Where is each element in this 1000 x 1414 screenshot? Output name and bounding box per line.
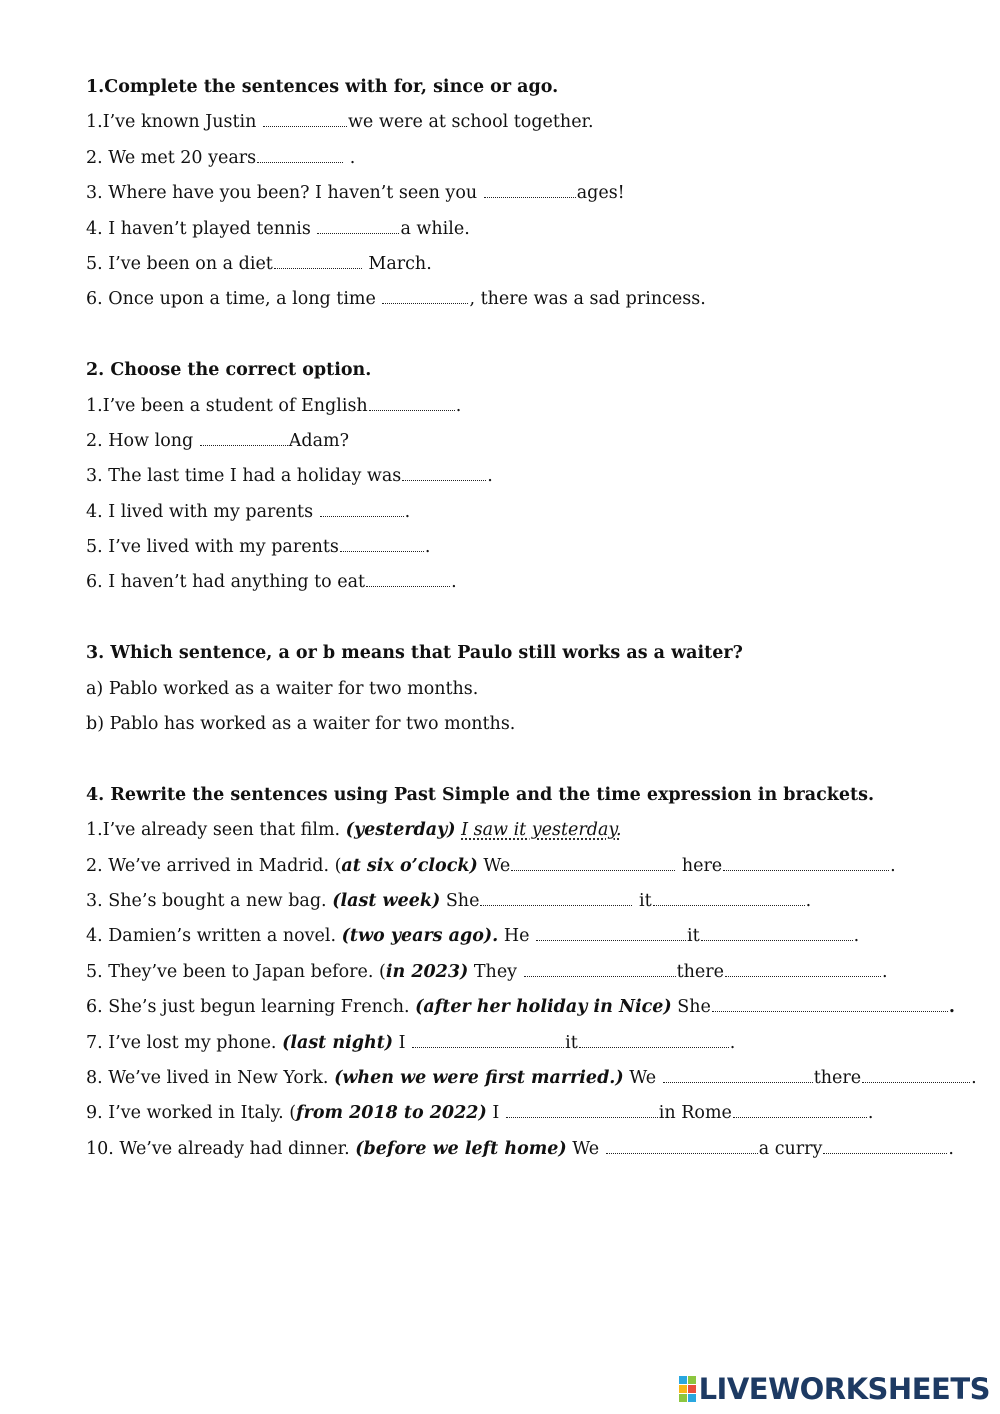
s4-item-8: [86, 1061, 977, 1096]
time-hint: from 2018 to 2022): [296, 1103, 487, 1124]
s4-item-text: it: [633, 890, 652, 911]
time-hint: (two years ago).: [341, 926, 499, 947]
s2-item-1: [86, 389, 966, 424]
s4-item-text: 4. Damien’s written a novel.: [86, 926, 342, 947]
answer-blank[interactable]: [725, 955, 881, 977]
s4-item-text: I: [486, 1103, 505, 1124]
s4-item-text: it: [565, 1032, 578, 1053]
answer-blank[interactable]: [257, 141, 343, 163]
answer-blank[interactable]: [484, 176, 576, 198]
s2-item-text: .: [455, 395, 462, 416]
time-hint: (when we were first married.): [334, 1067, 624, 1088]
s2-item-text: .: [424, 537, 431, 558]
s4-item-text: I: [393, 1032, 412, 1053]
answer-blank[interactable]: [723, 849, 889, 871]
s4-item-5: [86, 955, 966, 990]
s2-item-text: .: [487, 466, 493, 487]
s4-item-6: [86, 990, 966, 1025]
s4-item-3: [86, 884, 966, 919]
answer-blank[interactable]: [274, 247, 362, 269]
answer-blank[interactable]: [733, 1096, 867, 1118]
s4-item-text: .: [729, 1032, 736, 1053]
s4-item-text: 5. They’ve been to Japan before. (: [86, 961, 386, 982]
s4-item-text: 7. I’ve lost my phone.: [86, 1032, 283, 1053]
s1-item-3: [86, 176, 966, 211]
answer-blank[interactable]: [263, 105, 347, 127]
s4-item-text: .: [890, 855, 896, 876]
answer-blank[interactable]: [862, 1061, 970, 1083]
answer-blank[interactable]: [511, 849, 675, 871]
s4-item-text: .: [867, 1103, 874, 1124]
s1-item-text: 6. Once upon a time, a long time: [86, 289, 382, 310]
worksheet: [86, 70, 977, 1167]
s4-item-2: [86, 849, 966, 884]
time-hint: (last night): [282, 1032, 394, 1053]
s3-option-a[interactable]: a) Pablo worked as a waiter for two months.: [86, 678, 479, 699]
s4-item-text: 8. We’ve lived in New York.: [86, 1067, 335, 1088]
liveworksheets-logo: [679, 1372, 990, 1406]
answer-blank[interactable]: [412, 1026, 564, 1048]
s4-item-text: He: [498, 926, 535, 947]
s4-item-9: [86, 1096, 966, 1131]
time-hint: at six o’clock): [341, 855, 478, 876]
answer-blank[interactable]: [823, 1132, 947, 1154]
logo-text: LIVEWORKSHEETS: [698, 1372, 990, 1406]
s4-item-text: We: [623, 1067, 662, 1088]
answer-blank[interactable]: [506, 1096, 658, 1118]
s4-item-text: .: [948, 997, 955, 1018]
s1-item-text: 2. We met 20 years: [86, 147, 257, 168]
s1-item-2: [86, 141, 966, 176]
s2-item-3: [86, 459, 966, 494]
s4-item-10: [86, 1132, 966, 1167]
s4-item-text: there: [813, 1067, 862, 1088]
s1-item-1: [86, 105, 966, 140]
answer-blank[interactable]: [480, 884, 632, 906]
s4-item-text: .: [948, 1138, 954, 1159]
answer-dropdown[interactable]: [320, 495, 404, 517]
s4-item-text: They: [468, 961, 523, 982]
s4-item-7: [86, 1026, 966, 1061]
s4-item-text: 10. We’ve already had dinner.: [86, 1138, 356, 1159]
s2-item-text: 5. I’ve lived with my parents: [86, 537, 339, 558]
s1-item-text: March.: [362, 253, 432, 274]
time-hint: (after her holiday in Nice): [415, 997, 672, 1018]
answer-dropdown[interactable]: [340, 530, 424, 552]
s4-item-text: 6. She’s just begun learning French.: [86, 997, 416, 1018]
s4-item-text: .: [882, 961, 888, 982]
answer-blank[interactable]: [663, 1061, 813, 1083]
s2-item-text: Adam?: [288, 430, 350, 451]
s4-item-4: [86, 919, 966, 954]
answer-blank[interactable]: [701, 919, 853, 941]
s1-item-text: 4. I haven’t played tennis: [86, 218, 317, 239]
s4-item-text: 9. I’ve worked in Italy. (: [86, 1103, 297, 1124]
answer-dropdown[interactable]: [402, 459, 486, 481]
s4-item-text: there: [676, 961, 725, 982]
s4-item-text: We: [566, 1138, 605, 1159]
answer-blank[interactable]: [536, 919, 686, 941]
time-hint: (before we left home): [355, 1138, 567, 1159]
answer-dropdown[interactable]: [200, 424, 288, 446]
section-2-heading: 2. Choose the correct option.: [86, 360, 372, 381]
s1-item-4: [86, 212, 966, 247]
s2-item-text: 3. The last time I had a holiday was: [86, 466, 402, 487]
s2-item-5: [86, 530, 966, 565]
section-3-heading: 3. Which sentence, a or b means that Paulo still works as a waiter?: [86, 643, 743, 664]
s1-item-text: we were at school together.: [347, 112, 594, 133]
s1-item-text: a while.: [400, 218, 470, 239]
s2-item-text: 4. I lived with my parents: [86, 501, 319, 522]
s1-item-text: , there was a sad princess.: [469, 289, 706, 310]
s4-item-text: She: [671, 997, 711, 1018]
answer-blank[interactable]: [524, 955, 676, 977]
s4-item-text: a curry: [758, 1138, 823, 1159]
s4-item-text: 3. She’s bought a new bag.: [86, 890, 333, 911]
s4-item-text: .: [853, 926, 860, 947]
s4-item-text: 1.I’ve already seen that film.: [86, 820, 346, 841]
s4-item-text: here: [676, 855, 723, 876]
s2-item-4: [86, 495, 966, 530]
s1-item-text: 1.I’ve known Justin: [86, 112, 262, 133]
answer-blank[interactable]: [653, 884, 805, 906]
liveworksheets-logo-icon: [679, 1376, 696, 1402]
answer-blank[interactable]: [382, 282, 468, 304]
time-hint: in 2023): [385, 961, 469, 982]
s2-item-text: .: [404, 501, 411, 522]
s4-example: [86, 813, 966, 848]
s3-option-b[interactable]: b) Pablo has worked as a waiter for two months.: [86, 714, 516, 735]
s2-item-text: 1.I’ve been a student of English: [86, 395, 368, 416]
answer-dropdown[interactable]: [366, 565, 450, 587]
section-1-heading: 1.Complete the sentences with for, since or ago.: [86, 77, 559, 97]
s1-item-5: [86, 247, 966, 282]
s4-item-text: 2. We’ve arrived in Madrid. (: [86, 855, 342, 876]
answer-blank[interactable]: [606, 1132, 758, 1154]
s2-item-text: 6. I haven’t had anything to eat: [86, 572, 366, 593]
time-hint: (yesterday): [345, 820, 456, 841]
s1-item-text: 5. I’ve been on a diet: [86, 253, 273, 274]
s4-item-text: We: [477, 855, 511, 876]
s1-item-text: .: [344, 147, 356, 168]
s2-item-2: [86, 424, 966, 459]
s1-item-6: [86, 282, 966, 317]
s1-item-text: ages!: [576, 183, 625, 204]
s4-item-text: .: [971, 1067, 977, 1088]
section-4-heading: 4. Rewrite the sentences using Past Simple and the time expression in brackets.: [86, 784, 875, 805]
s1-item-text: 3. Where have you been? I haven’t seen you: [86, 183, 483, 204]
answer-blank[interactable]: [712, 990, 948, 1012]
s4-item-text: She: [440, 890, 480, 911]
example-answer: I saw it yesterday.: [461, 820, 622, 841]
s2-item-6: [86, 565, 966, 600]
s4-item-text: it: [687, 926, 700, 947]
time-hint: (last week): [332, 890, 441, 911]
s4-item-text: in Rome: [658, 1103, 732, 1124]
answer-dropdown[interactable]: [369, 389, 455, 411]
s2-item-text: .: [451, 572, 457, 593]
answer-blank[interactable]: [317, 212, 399, 234]
answer-blank[interactable]: [579, 1026, 729, 1048]
s2-item-text: 2. How long: [86, 430, 199, 451]
s4-item-text: .: [805, 890, 812, 911]
